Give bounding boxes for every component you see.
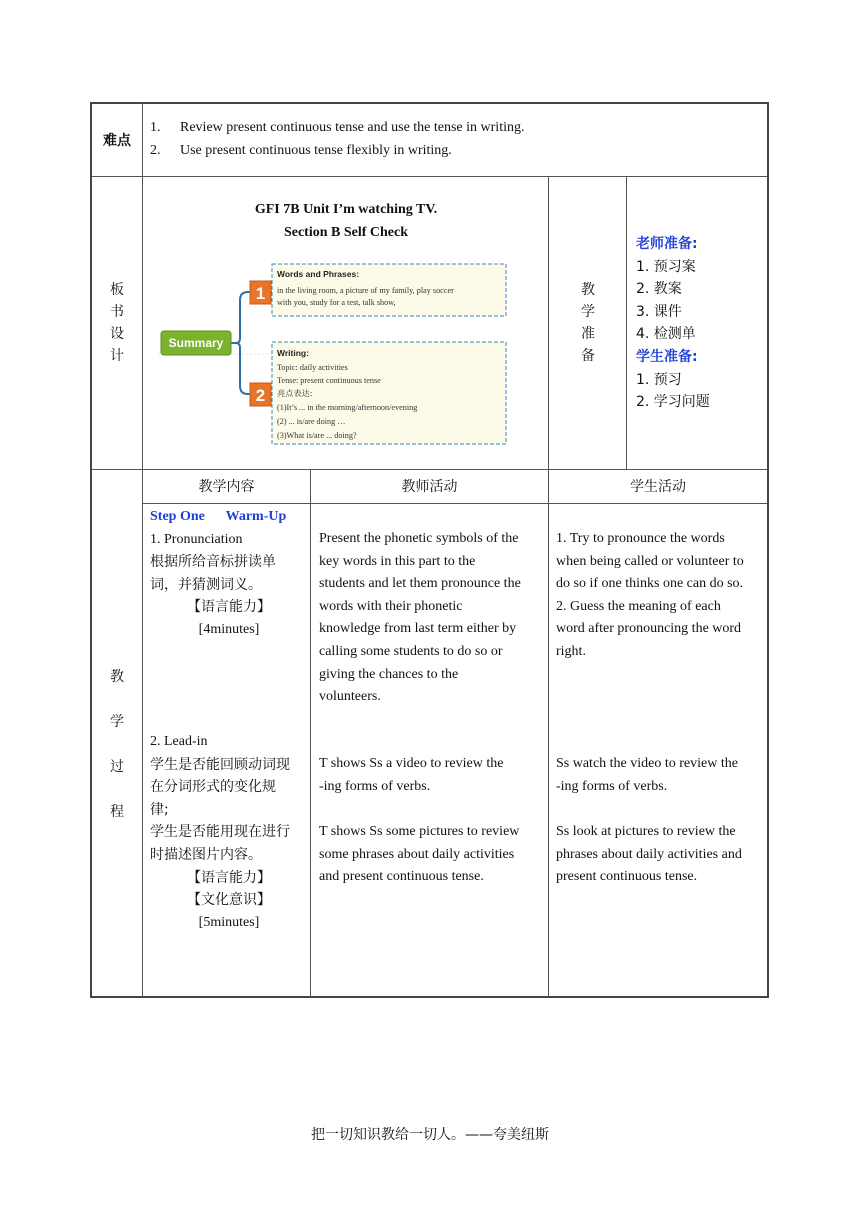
box2-heading: Writing: bbox=[277, 348, 309, 358]
box1-line: in the living room, a picture of my family, play soccer bbox=[277, 286, 454, 295]
student-activity-part2b: Ss look at pictures to review the phrases about daily activities and present continuous tense. bbox=[556, 824, 742, 885]
prep-item: 2. 学习问题 bbox=[636, 394, 710, 411]
prep-item: 1. 预习 bbox=[636, 371, 682, 388]
box2-line: 亮点表达: bbox=[277, 388, 313, 398]
process-label: 教 学 过 程 bbox=[110, 669, 124, 820]
node-1-number: 1 bbox=[255, 284, 266, 303]
column-divider bbox=[142, 102, 143, 997]
table-bottom-border bbox=[90, 996, 769, 998]
table-top-border bbox=[90, 102, 769, 104]
row-divider bbox=[90, 176, 769, 177]
mindmap-image bbox=[158, 258, 510, 448]
table-right-border bbox=[767, 102, 769, 998]
branch-line bbox=[230, 343, 250, 394]
prep-item: 2. 教案 bbox=[636, 281, 682, 298]
student-prep-heading: 学生准备: bbox=[636, 348, 698, 365]
column-divider bbox=[548, 176, 549, 470]
box2-line: Topic: daily activities bbox=[277, 363, 348, 372]
prep-item: 3. 课件 bbox=[636, 303, 682, 320]
branch-line bbox=[230, 292, 250, 343]
board-design-label: 板 书 设 计 bbox=[110, 282, 124, 364]
column-divider bbox=[310, 469, 311, 997]
step-heading: Step One Warm-Up bbox=[150, 509, 287, 524]
box1-line: with you, study for a test, talk show, bbox=[277, 298, 396, 307]
student-activity-part1: 1. Try to pronounce the words when being called or volunteer to do so if one thinks one can do so. 2. Guess the meaning of each word after pronouncing the word right. bbox=[556, 531, 744, 659]
prep-item: 1. 预习案 bbox=[636, 258, 696, 275]
difficulty-item: 1. Review present continuous tense and use the tense in writing. bbox=[150, 120, 525, 135]
footer-quote: 把一切知识教给一切人。——夸美纽斯 bbox=[311, 1127, 549, 1143]
student-activity-part2a: Ss watch the video to review the -ing forms of verbs. bbox=[556, 756, 738, 794]
header-teacher: 教师活动 bbox=[401, 479, 458, 495]
preparation-label: 教 学 准 备 bbox=[581, 282, 595, 364]
table-left-border bbox=[90, 102, 92, 998]
teacher-activity-part1: Present the phonetic symbols of the key words in this part to the students and let them pronounce the words with their phonetic knowledge from last term either by calling some students to do so or giving the chances to the volunteers. bbox=[319, 531, 521, 705]
header-content: 教学内容 bbox=[198, 479, 255, 495]
board-title-line2: Section B Self Check bbox=[283, 225, 409, 240]
column-divider bbox=[626, 176, 627, 470]
header-student: 学生活动 bbox=[630, 479, 686, 495]
difficulty-label: 难点 bbox=[103, 133, 131, 149]
teacher-activity-part2b: T shows Ss some pictures to review some phrases about daily activities and present continuous tense. bbox=[319, 824, 520, 885]
prep-item: 4. 检测单 bbox=[636, 326, 696, 343]
node-2-number: 2 bbox=[255, 386, 266, 405]
box2-line: (2) ... is/are doing … bbox=[277, 417, 346, 426]
teacher-prep-heading: 老师准备: bbox=[636, 236, 698, 252]
box2-line: (3)What is/are ... doing? bbox=[277, 431, 357, 440]
difficulty-item: 2. Use present continuous tense flexibly in writing. bbox=[150, 143, 452, 158]
summary-label: Summary bbox=[168, 336, 224, 350]
content-column: Step One Warm-Up 1. Pronunciation 根据所给音标拼读单 词，并猜测词义。 【语言能力】 [4minutes] bbox=[150, 506, 308, 642]
box1-heading: Words and Phrases: bbox=[277, 269, 360, 279]
preparation-list bbox=[636, 233, 710, 414]
content-column-part2: 2. Lead-in 学生是否能回顾动词现 在分词形式的变化规 律; 学生是否能用现在进行 时描述图片内容。 【语言能力】 【文化意识】 [5minutes] bbox=[150, 734, 290, 930]
box2-line: (1)It’s ... in the morning/afternoon/evening bbox=[277, 403, 418, 412]
box2-line: Tense: present continuous tense bbox=[277, 376, 381, 385]
board-title-line1: GFI 7B Unit I’m watching TV. bbox=[254, 202, 438, 217]
teacher-activity-part2a: T shows Ss a video to review the -ing forms of verbs. bbox=[319, 756, 504, 794]
column-divider bbox=[548, 469, 549, 997]
